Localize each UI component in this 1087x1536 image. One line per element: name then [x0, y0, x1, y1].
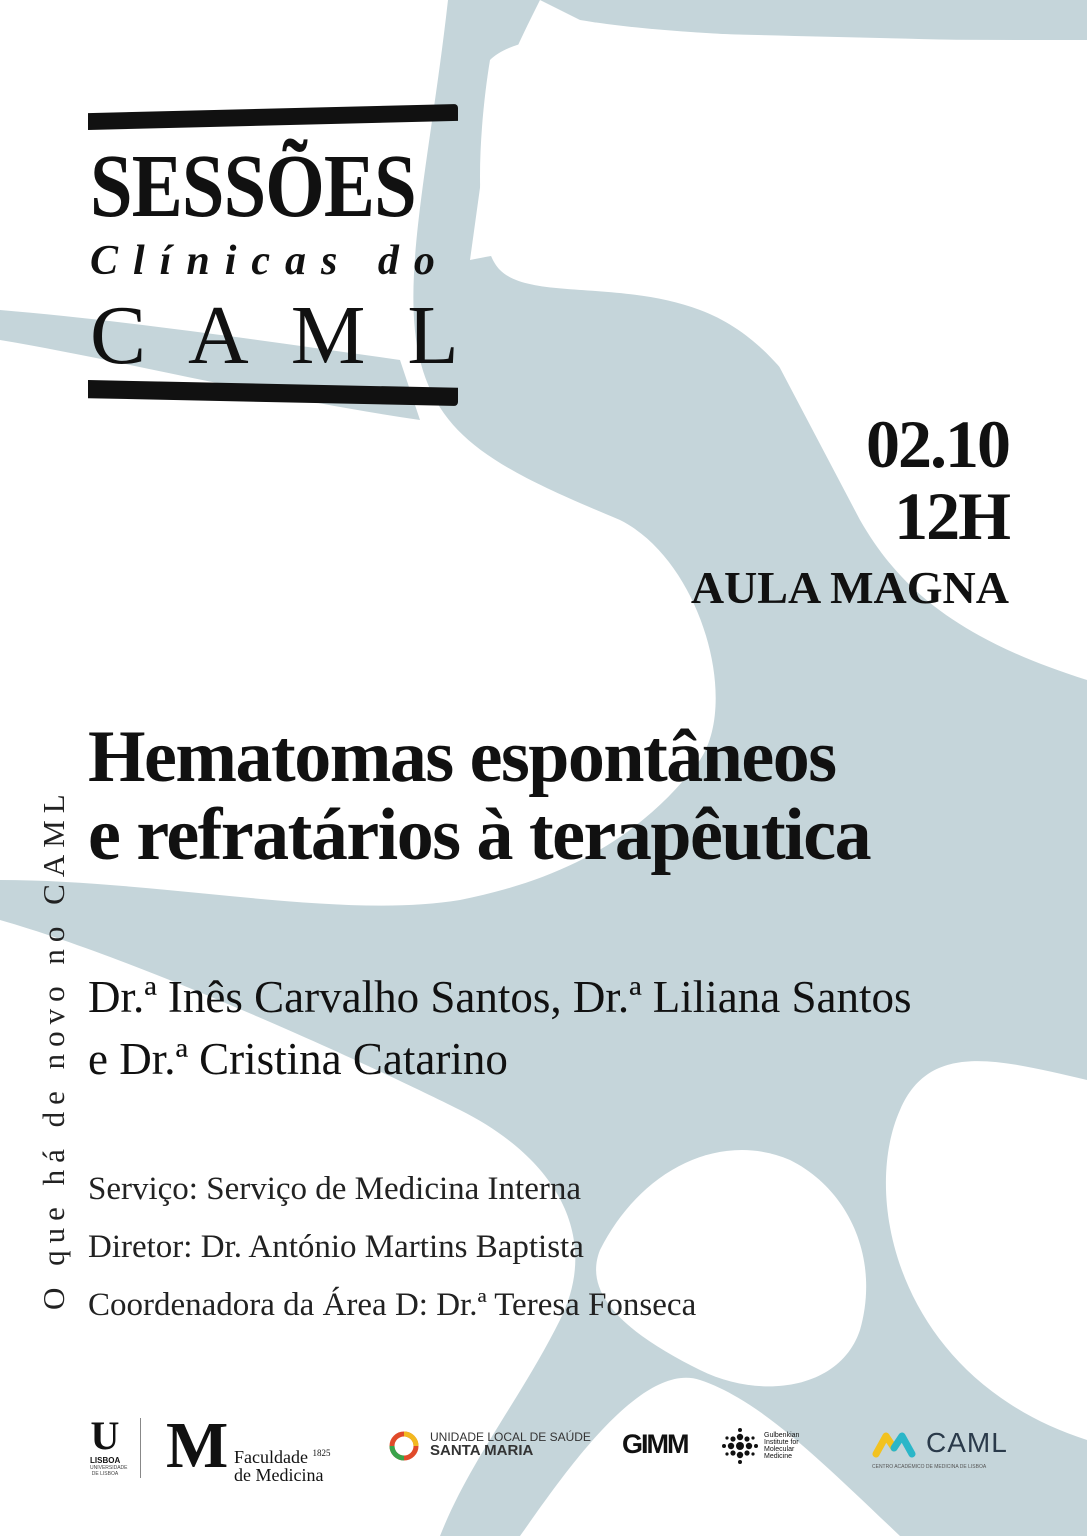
speakers-line2: e Dr.ª Cristina Catarino [88, 1034, 508, 1084]
series-title-line2: Clínicas do [90, 238, 450, 284]
partner-logos: U LISBOA UNIVERSIDADE DE LISBOA M Faculdade $^{1825}$ de Medicina UNIDADE LOCAL DE SAÚDE SANTA MARIA GIMM Gulbenkian Institute for Molecular Medicine CAML CENTRO ACADÉMICO DE MEDICINA DE LISBOA [0, 1410, 1087, 1490]
series-title [88, 98, 501, 414]
talk-title-line1: Hematomas espontâneos [88, 716, 836, 798]
director-line: Diretor: Dr. António Martins Baptista [88, 1229, 584, 1265]
series-title-line3: CAML [90, 289, 501, 382]
side-tagline: O que há de novo no CAML [36, 787, 71, 1310]
series-title-line1: SESSÕES [90, 137, 416, 236]
event-venue: AULA MAGNA [690, 562, 1009, 613]
service-line: Serviço: Serviço de Medicina Interna [88, 1171, 581, 1207]
talk-title [88, 718, 1048, 874]
event-date: 02.10 [866, 406, 1009, 482]
event-time: 12H [894, 478, 1009, 554]
title-bottom-bar [88, 380, 458, 406]
talk-title-line2: e refratários à terapêutica [88, 794, 871, 876]
caml-emblem-icon [872, 1430, 922, 1458]
title-top-bar [88, 104, 458, 130]
event-details [691, 408, 1009, 618]
caml-logo: CAML CENTRO ACADÉMICO DE MEDICINA DE LISBOA [872, 1427, 1008, 1470]
speakers [88, 966, 1048, 1090]
speakers-line1: Dr.ª Inês Carvalho Santos, Dr.ª Liliana Santos [88, 972, 912, 1022]
uls-santa-maria-logo: UNIDADE LOCAL DE SAÚDE SANTA MARIA [388, 1430, 588, 1464]
ulisboa-logo: U LISBOA UNIVERSIDADE DE LISBOA [90, 1413, 128, 1477]
organizer-info [88, 1160, 696, 1334]
gimm-logo: GIMM Gulbenkian Institute for Molecular Medicine [622, 1428, 802, 1472]
coordinator-line: Coordenadora da Área D: Dr.ª Teresa Fonseca [88, 1287, 697, 1323]
logo-divider [140, 1418, 141, 1478]
gimm-dots-icon [720, 1428, 760, 1464]
uls-emblem-icon [388, 1430, 420, 1462]
